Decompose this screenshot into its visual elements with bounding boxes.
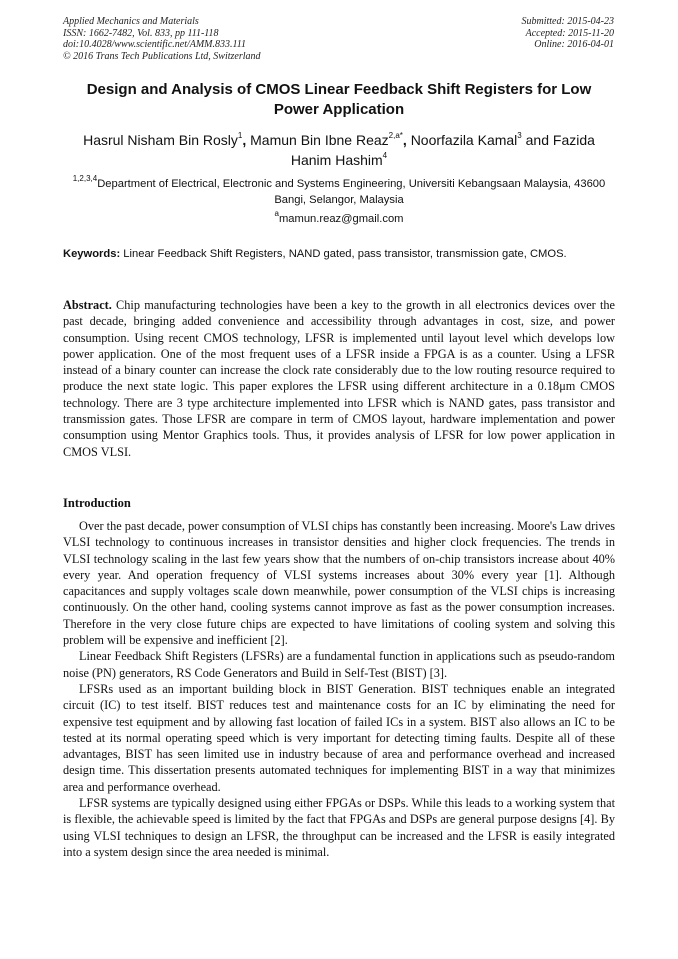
affiliation <box>63 176 615 208</box>
abstract-text: Chip manufacturing technologies have been a key to the growth in all electronics devices over the past decade, bringing added convenience and accessibility through advantages in cost, size, and power consumption. Using recent CMOS technology, LFSR is implemented until layout level which develops low power application. One of the most frequent uses of a LFSR inside a FPGA is as a counter. Using a LFSR instead of a binary counter can increase the clock rate considerably due to the low routing resource required to produce the next state logic. This paper explores the LFSR using different architecture in a 0.18μm CMOS technology. There are 3 type architecture implemented into LFSR which is NAND gates, pass transistor and transmission gates. Those LFSR are compare in term of CMOS layout, hardware implementation and power consumption using Mentor Graphics tools. Thus, it provides analysis of LFSR for low power application in CMOS VLSI. <box>63 298 615 459</box>
journal-header-left <box>63 16 261 62</box>
copyright-line: © 2016 Trans Tech Publications Ltd, Switzerland <box>63 50 261 62</box>
affiliation-text: Department of Electrical, Electronic and Systems Engineering, Universiti Kebangsaan Malaysia, 43600 Bangi, Selangor, Malaysia <box>97 178 606 206</box>
keywords <box>63 247 615 263</box>
issn-line: ISSN: 1662-7482, Vol. 833, pp 111-118 <box>63 27 219 39</box>
journal-name: Applied Mechanics and Materials <box>63 16 199 27</box>
paper-title: Design and Analysis of CMOS Linear Feedback Shift Registers for Low Power Application <box>86 81 592 118</box>
keywords-text: Linear Feedback Shift Registers, NAND gated, pass transistor, transmission gate, CMOS. <box>120 248 567 260</box>
paragraph: LFSR systems are typically designed using either FPGAs or DSPs. While this leads to a working system that is flexible, the achievable speed is limited by the fact that FPGAs and DSPs are general purpose designs [4]. By using VLSI techniques to design an LFSR, the throughput can be increased and the LFSR is easily integrated into a system design since the area needed is minimal. <box>63 796 615 859</box>
paragraph: LFSRs used as an important building block in BIST Generation. BIST techniques enable an integrated circuit (IC) to test itself. BIST reduces test and maintenance costs for an IC by eliminating the need for expensive test equipment and by allowing fast location of failed ICs in a system. BIST also allows an IC to be tested at its normal operating speed which is very important for detecting timing faults. Despite all of these advantages, BIST has seen limited use in industry because of area and performance overhead and increased design time. This dissertation presents automated techniques for implementing BIST in a way that minimizes area and performance overhead. <box>63 681 615 794</box>
email-sup: a <box>274 209 279 219</box>
abstract-label: Abstract. <box>63 298 112 312</box>
keywords-label: Keywords: <box>63 248 121 260</box>
author-name: Mamun Bin Ibne Reaz <box>250 132 389 148</box>
author-affil-sup: 2,a* <box>388 131 403 141</box>
author-separator: , <box>242 132 251 148</box>
author-name: Noorfazila Kamal <box>410 132 518 148</box>
journal-header-right <box>522 16 615 51</box>
paragraph: Linear Feedback Shift Registers (LFSRs) are a fundamental function in applications such as pseudo-random noise (PN) generators, RS Code Generators and Build in Self-Test (BIST) [3]. <box>63 649 615 680</box>
paragraph: Over the past decade, power consumption of VLSI chips has constantly been increasing. Moore's Law drives VLSI technology to continuous increases in transistor densities and higher clock frequencies. The trends in VLSI technology scaling in the last few years show that the numbers of on-chip transistors increase about 40% every year. And operation frequency of VLSI systems increases about 30% every year [1]. Although capacitances and supply voltages scale down meanwhile, power consumption of the VLSI chips is increasing continuously. On the other hand, cooling systems cannot improve as fast as the power consumption increases. Therefore in the very close future chips are expected to have limitations of cooling system and solving this problem will be expensive and inefficient [2]. <box>63 519 615 648</box>
online-date: Online: 2016-04-01 <box>534 39 614 50</box>
abstract <box>63 297 615 460</box>
author-affil-sup: 4 <box>382 151 388 161</box>
author-affil-sup: 1 <box>237 131 243 141</box>
author-separator: , <box>402 132 411 148</box>
author-list <box>63 130 615 170</box>
author-name: Hasrul Nisham Bin Rosly <box>83 132 238 148</box>
corresponding-email <box>63 211 615 227</box>
introduction-body <box>63 518 615 860</box>
affiliation-sup: 1,2,3,4 <box>72 174 98 184</box>
doi-line: doi:10.4028/www.scientific.net/AMM.833.111 <box>63 39 247 50</box>
accepted-date: Accepted: 2015-11-20 <box>525 27 614 39</box>
author-and: and <box>521 132 553 148</box>
submitted-date: Submitted: 2015-04-23 <box>521 16 614 27</box>
author-affil-sup: 3 <box>517 131 522 141</box>
section-heading-introduction: Introduction <box>63 496 131 510</box>
author-name: Fazida Hanim Hashim <box>290 132 595 168</box>
email-address[interactable]: mamun.reaz@gmail.com <box>278 213 404 225</box>
